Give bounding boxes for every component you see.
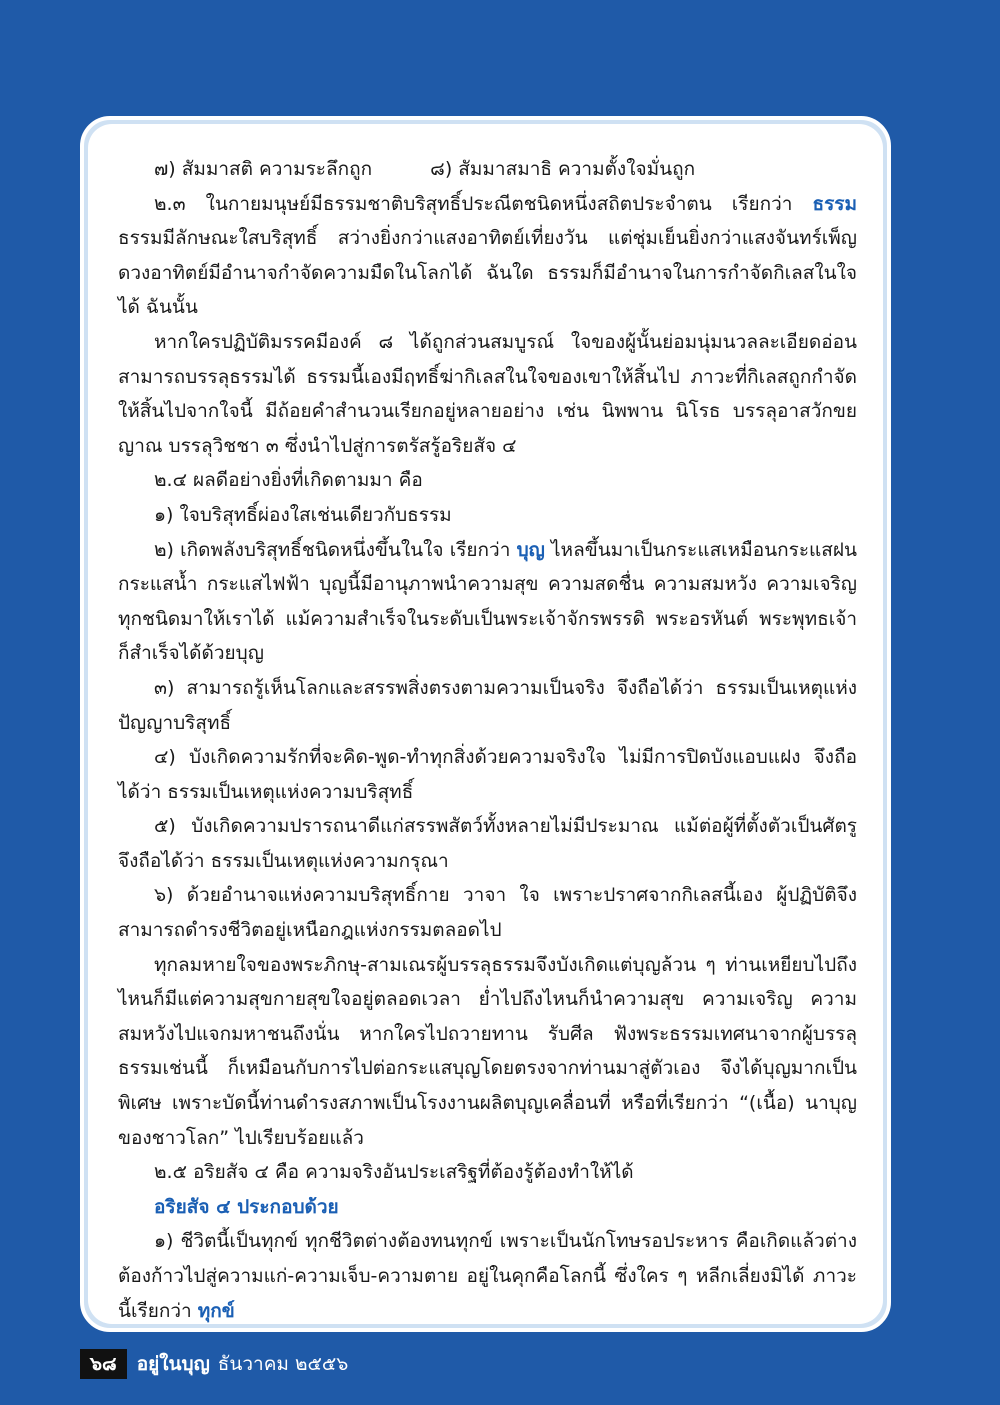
result-item-5: ๕) บังเกิดความปรารถนาดีแก่สรรพสัตว์ทั้งหลายไม่มีประมาณ แม้ต่อผู้ที่ตั้งตัวเป็นศัตรู จึงถือได้ว่า ธรรมเป็นเหตุแห่งความกรุณา bbox=[118, 815, 857, 872]
noble-truth-item-1-text: ๑) ชีวิตนี้เป็นทุกข์ ทุกชีวิตต่างต้องทนทุกข์ เพราะเป็นนักโทษรอประหาร คือเกิดแล้วต่างต้องก้าวไปสู่ความแก่-ความเจ็บ-ความตาย อยู่ในคุกคือโลกนี้ ซึ่งใคร ๆ หลีกเลี่ยงมิได้ ภาวะนี้เรียกว่า bbox=[118, 1230, 857, 1322]
result-item-1: ๑) ใจบริสุทธิ์ผ่องใสเช่นเดียวกับธรรม bbox=[154, 503, 452, 526]
issue-date: ธันวาคม ๒๕๕๖ bbox=[217, 1353, 349, 1375]
section-heading: อริยสัจ ๔ ประกอบด้วย bbox=[154, 1195, 339, 1218]
page-number: ๖๘ bbox=[80, 1349, 127, 1379]
keyword-dhamma: ธรรม bbox=[812, 192, 857, 215]
path-item-7: ๗) สัมมาสติ ความระลึกถูก bbox=[154, 158, 373, 180]
paragraph-2-3-text: ๒.๓ ในกายมนุษย์มีธรรมชาติบริสุทธิ์ประณีตชนิดหนึ่งสถิตประจำตน เรียกว่า bbox=[154, 192, 793, 215]
noble-truth-item-1 bbox=[118, 1224, 857, 1324]
result-item-2-text: ๒) เกิดพลังบริสุทธิ์ชนิดหนึ่งขึ้นในใจ เรียกว่า bbox=[154, 538, 511, 561]
result-item-2-cont: ไหลขึ้นมาเป็นกระแสเหมือนกระแสฝน กระแสน้ำ กระแสไฟฟ้า บุญนี้มีอานุภาพนำความสุข ความสดชื่น ความสมหวัง ความเจริญทุกชนิดมาให้เราได้ แม้ความสำเร็จในระดับเป็นพระเจ้าจักรพรรดิ พระอรหันต์ พระพุทธเจ้า ก็สำเร็จได้ด้วยบุญ bbox=[118, 538, 857, 665]
path-item-8: ๘) สัมมาสมาธิ ความตั้งใจมั่นถูก bbox=[430, 158, 696, 180]
paragraph-practice: หากใครปฏิบัติมรรคมีองค์ ๘ ได้ถูกส่วนสมบูรณ์ ใจของผู้นั้นย่อมนุ่มนวลละเอียดอ่อน สามารถบรรลุธรรมได้ ธรรมนี้เองมีฤทธิ์ฆ่ากิเลสในใจของเขาให้สิ้นไป ภาวะที่กิเลสถูกกำจัดให้สิ้นไปจากใจนี้ มีถ้อยคำสำนวนเรียกอยู่หลายอย่าง เช่น นิพพาน นิโรธ บรรลุอาสวักขยญาณ บรรลุวิชชา ๓ ซึ่งนำไปสู่การตรัสรู้อริยสัจ ๔ bbox=[118, 330, 857, 457]
article-text bbox=[118, 152, 857, 1324]
paragraph-2-3-cont: ธรรมมีลักษณะใสบริสุทธิ์ สว่างยิ่งกว่าแสงอาทิตย์เที่ยงวัน แต่ชุ่มเย็นยิ่งกว่าแสงจันทร์เพ็ญ ดวงอาทิตย์มีอำนาจกำจัดความมืดในโลกได้ ฉันใด ธรรมก็มีอำนาจในการกำจัดกิเลสในใจได้ ฉันนั้น bbox=[118, 227, 857, 319]
result-item-6: ๖) ด้วยอำนาจแห่งความบริสุทธิ์กาย วาจา ใจ เพราะปราศจากกิเลสนี้เอง ผู้ปฏิบัติจึงสามารถดำรงชีวิตอยู่เหนือกฎแห่งกรรมตลอดไป bbox=[118, 884, 857, 942]
page-footer bbox=[80, 1349, 348, 1379]
magazine-title: อยู่ในบุญ bbox=[136, 1353, 210, 1375]
paragraph-2-5: ๒.๕ อริยสัจ ๔ คือ ความจริงอันประเสริฐที่ต้องรู้ต้องทำให้ได้ bbox=[154, 1161, 634, 1184]
keyword-bun: บุญ bbox=[516, 538, 545, 561]
paragraph-2-3 bbox=[118, 187, 857, 325]
content-panel-inner bbox=[88, 124, 883, 1324]
content-panel bbox=[80, 116, 891, 1332]
path-items-row bbox=[118, 152, 857, 187]
result-item-4: ๔) บังเกิดความรักที่จะคิด-พูด-ทำทุกสิ่งด้วยความจริงใจ ไม่มีการปิดบังแอบแฝง จึงถือได้ว่า ธรรมเป็นเหตุแห่งความบริสุทธิ์ bbox=[118, 746, 857, 803]
result-item-3: ๓) สามารถรู้เห็นโลกและสรรพสิ่งตรงตามความเป็นจริง จึงถือได้ว่า ธรรมเป็นเหตุแห่งปัญญาบริสุทธิ์ bbox=[118, 676, 857, 734]
paragraph-monks: ทุกลมหายใจของพระภิกษุ-สามเณรผู้บรรลุธรรมจึงบังเกิดแต่บุญล้วน ๆ ท่านเหยียบไปถึงไหนก็มีแต่ความสุขกายสุขใจอยู่ตลอดเวลา ย่ำไปถึงไหนก็นำความสุข ความเจริญ ความสมหวังไปแจกมหาชนถึงนั่น หากใครไปถวายทาน รับศีล ฟังพระธรรมเทศนาจากผู้บรรลุธรรมเช่นนี้ ก็เหมือนกับการไปต่อกระแสบุญโดยตรงจากท่านมาสู่ตัวเอง จึงได้บุญมากเป็นพิเศษ เพราะบัดนี้ท่านดำรงสภาพเป็นโรงงานผลิตบุญเคลื่อนที่ หรือที่เรียกว่า “(เนื้อ) นาบุญของชาวโลก” ไปเรียบร้อยแล้ว bbox=[118, 953, 857, 1149]
paragraph-2-4: ๒.๔ ผลดีอย่างยิ่งที่เกิดตามมา คือ bbox=[154, 469, 423, 492]
keyword-dukkha: ทุกข์ bbox=[197, 1299, 235, 1322]
result-item-2 bbox=[118, 533, 857, 671]
